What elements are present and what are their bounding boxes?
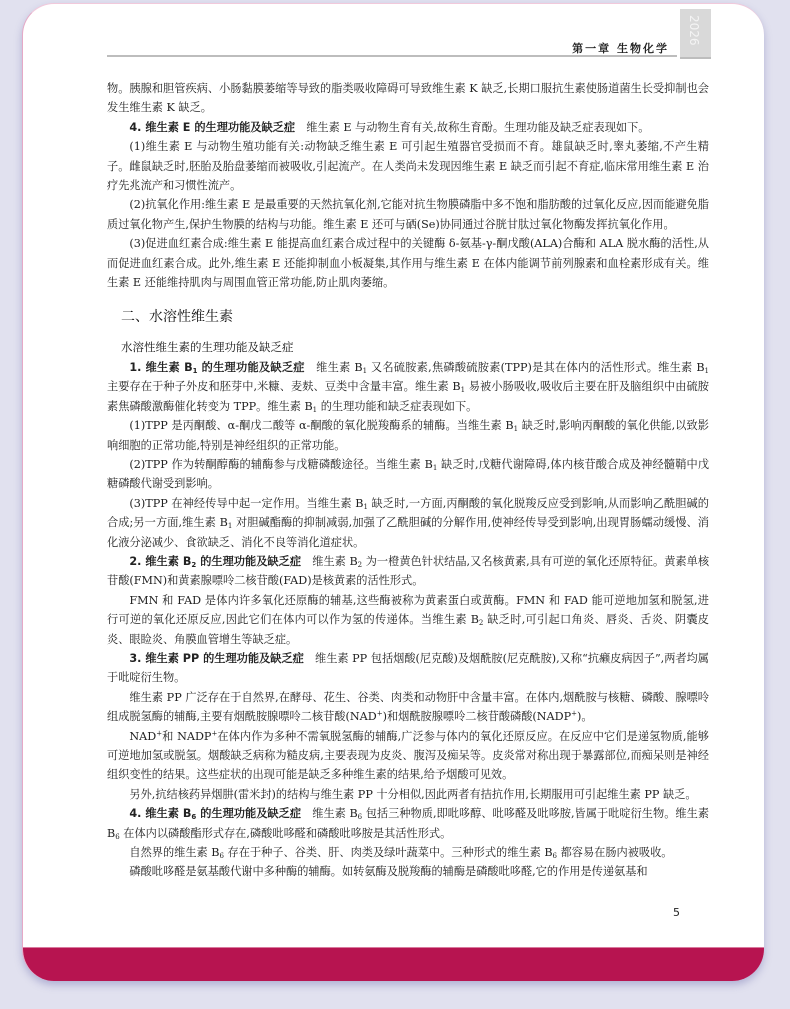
paragraph-vitamin-e-intro [107, 118, 709, 137]
paragraph-pp-intro [107, 649, 709, 688]
paragraph-b1-2: (2)TPP 作为转酮醇酶的辅酶参与戊糖磷酸途径。当维生素 $B_1$ 缺乏时,戊糖代谢障碍,体内核苷酸合成及神经髓鞘中戊糖磷酸代谢受到影响。 [107, 457, 710, 491]
heading-vitamin-pp: 3. 维生素 PP 的生理功能及缺乏症 [129, 651, 304, 665]
paragraph-b1-3: (3)TPP 在神经传导中起一定作用。当维生素 $B_1$ 缺乏时,一方面,丙酮酸的氧化脱羧反应受到影响,从而影响乙酰胆碱的合成;另一方面,维生素 $B_1$ 对胆碱酯酶的抑制减弱,加强了乙酰胆碱的分解作用,使神经传导受到影响,出现胃肠蠕动缓慢、消化液分泌减少、食欲缺乏、消化不良等消化道症状。 [107, 496, 709, 549]
section-title: 二、水溶性维生素 [121, 309, 233, 326]
paragraph-vitamin-e-2: (2)抗氧化作用:维生素 E 是最重要的天然抗氧化剂,它能对抗生物膜磷脂中多不饱和脂肪酸的过氧化反应,因而能避免脂质过氧化物产生,保护生物膜的结构与功能。维生素 E 还可与硒(Se)协同通过谷胱甘肽过氧化物酶发挥抗氧化作用。 [107, 198, 709, 231]
page-number: 5 [673, 906, 680, 919]
paragraph-b2-intro [107, 552, 709, 591]
paragraph-b6-intro [107, 804, 709, 843]
vitamin-e-intro-text: 维生素 E 与动物生育有关,故称生育酚。生理功能及缺乏症表现如下。 [306, 120, 650, 134]
b6-intro-text: 维生素 $B_6$ 包括三种物质,即吡哆醇、吡哆醛及吡哆胺,皆属于吡啶衍生物。维生素 $B_6$ 在体内以磷酸酯形式存在,磷酸吡哆醛和磷酸吡哆胺是其活性形式。 [107, 807, 710, 841]
heading-vitamin-e: 4. 维生素 E 的生理功能及缺乏症 [129, 120, 296, 134]
book-page [22, 3, 764, 981]
year-tab [680, 9, 711, 59]
year-tab-label: 2026 [687, 15, 701, 46]
paragraph-b2-1: FMN 和 FAD 是体内许多氧化还原酶的辅基,这些酶被称为黄素蛋白或黄酶。FMN 和 FAD 能可逆地加氢和脱氢,进行可逆的氧化还原反应,因此它们在体内可以作为氢的传递体。当维生素 $B_2$ 缺乏时,可引起口角炎、唇炎、舌炎、阴囊皮炎、眼睑炎、角膜血管增生等缺乏症。 [107, 593, 709, 646]
b1-intro-text: 维生素 $B_1$ 又名硫胺素,焦磷酸硫胺素(TPP)是其在体内的活性形式。维生素 $B_1$ 主要存在于种子外皮和胚芽中,米糠、麦麸、豆类中含量丰富。维生素 $B_1$ 易被小肠吸收,吸收后主要在肝及脑组织中由硫胺素焦磷酸激酶催化转变为 TPP。维生素 $B_1$ 的生理功能和缺乏症表现如下。 [107, 360, 710, 414]
chapter-title: 第一章 生物化学 [572, 42, 669, 55]
paragraph-pp-1: 维生素 PP 广泛存在于自然界,在酵母、花生、谷类、肉类和动物肝中含量丰富。在体内,烟酰胺与核糖、磷酸、腺嘌呤组成脱氢酶的辅酶,主要有烟酰胺腺嘌呤二核苷酸(NAD+)和烟酰胺腺嘌呤二核苷酸磷酸(NADP+)。 [107, 690, 709, 724]
heading-vitamin-b2: 2. 维生素 $B_2$ 的生理功能及缺乏症 [129, 554, 302, 569]
paragraph-b1-1: (1)TPP 是丙酮酸、α-酮戊二酸等 α-酮酸的氧化脱羧酶系的辅酶。当维生素 $B_1$ 缺乏时,影响丙酮酸的氧化供能,以致影响细胞的正常功能,特别是神经组织的正常功能。 [107, 419, 709, 452]
header-divider [107, 55, 677, 57]
heading-vitamin-b6: 4. 维生素 $B_6$ 的生理功能及缺乏症 [129, 807, 302, 822]
footer-band [23, 947, 764, 981]
page-body [107, 79, 709, 882]
paragraph-b6-2: 磷酸吡哆醛是氨基酸代谢中多种酶的辅酶。如转氨酶及脱羧酶的辅酶是磷酸吡哆醛,它的作用是传递氨基和 [129, 865, 648, 879]
paragraph-b1-intro [107, 358, 709, 416]
paragraph-vitamin-e-1: (1)维生素 E 与动物生殖功能有关:动物缺乏维生素 E 可引起生殖器官受损而不育。雄鼠缺乏时,睾丸萎缩,不产生精子。雌鼠缺乏时,胚胎及胎盘萎缩而被吸收,引起流产。在人类尚未发现因维生素 E 缺乏而引起不育症,临床常用维生素 E 治疗先兆流产和习惯性流产。 [107, 140, 709, 193]
paragraph-pp-2: NAD+和 NADP+在体内作为多种不需氧脱氢酶的辅酶,广泛参与体内的氧化还原反应。在反应中它们是递氢物质,能够可逆地加氢或脱氢。烟酸缺乏病称为糙皮病,主要表现为皮炎、腹泻及痴呆等。皮炎常对称出现于暴露部位,而痴呆则是神经组织变性的结果。这些症状的出现可能是缺乏多种维生素的结果,给予烟酸可见效。 [107, 728, 709, 782]
pp-intro-text: 维生素 PP 包括烟酸(尼克酸)及烟酰胺(尼克酰胺),又称“抗癞皮病因子”,两者均属于吡啶衍生物。 [107, 651, 709, 685]
paragraph-vitamin-k-end: 物。胰腺和胆管疾病、小肠黏膜萎缩等导致的脂类吸收障碍可导致维生素 K 缺乏,长期口服抗生素使肠道菌生长受抑制也会发生维生素 K 缺乏。 [107, 82, 709, 115]
heading-vitamin-b1: 1. 维生素 $B_1$ 的生理功能及缺乏症 [129, 360, 305, 375]
paragraph-b6-1: 自然界的维生素 $B_6$ 存在于种子、谷类、肝、肉类及绿叶蔬菜中。三种形式的维生素 $B_6$ 都容易在肠内被吸收。 [129, 846, 673, 861]
sub-section-title: 水溶性维生素的生理功能及缺乏症 [121, 340, 294, 355]
paragraph-pp-3: 另外,抗结核药异烟肼(雷米封)的结构与维生素 PP 十分相似,因此两者有拮抗作用,长期服用可引起维生素 PP 缺乏。 [129, 787, 697, 801]
paragraph-vitamin-e-3: (3)促进血红素合成:维生素 E 能提高血红素合成过程中的关键酶 δ-氨基-γ-酮戊酸(ALA)合酶和 ALA 脱水酶的活性,从而促进血红素合成。此外,维生素 E 还能抑制血小板凝集,其作用与维生素 E 在体内能调节前列腺素和血栓素形成有关。维生素 E 还能维持肌肉与周围血管正常功能,防止肌肉萎缩。 [107, 237, 709, 290]
b2-intro-text: 维生素 $B_2$ 为一橙黄色针状结晶,又名核黄素,具有可逆的氧化还原特征。黄素单核苷酸(FMN)和黄素腺嘌呤二核苷酸(FAD)是核黄素的活性形式。 [107, 554, 710, 588]
